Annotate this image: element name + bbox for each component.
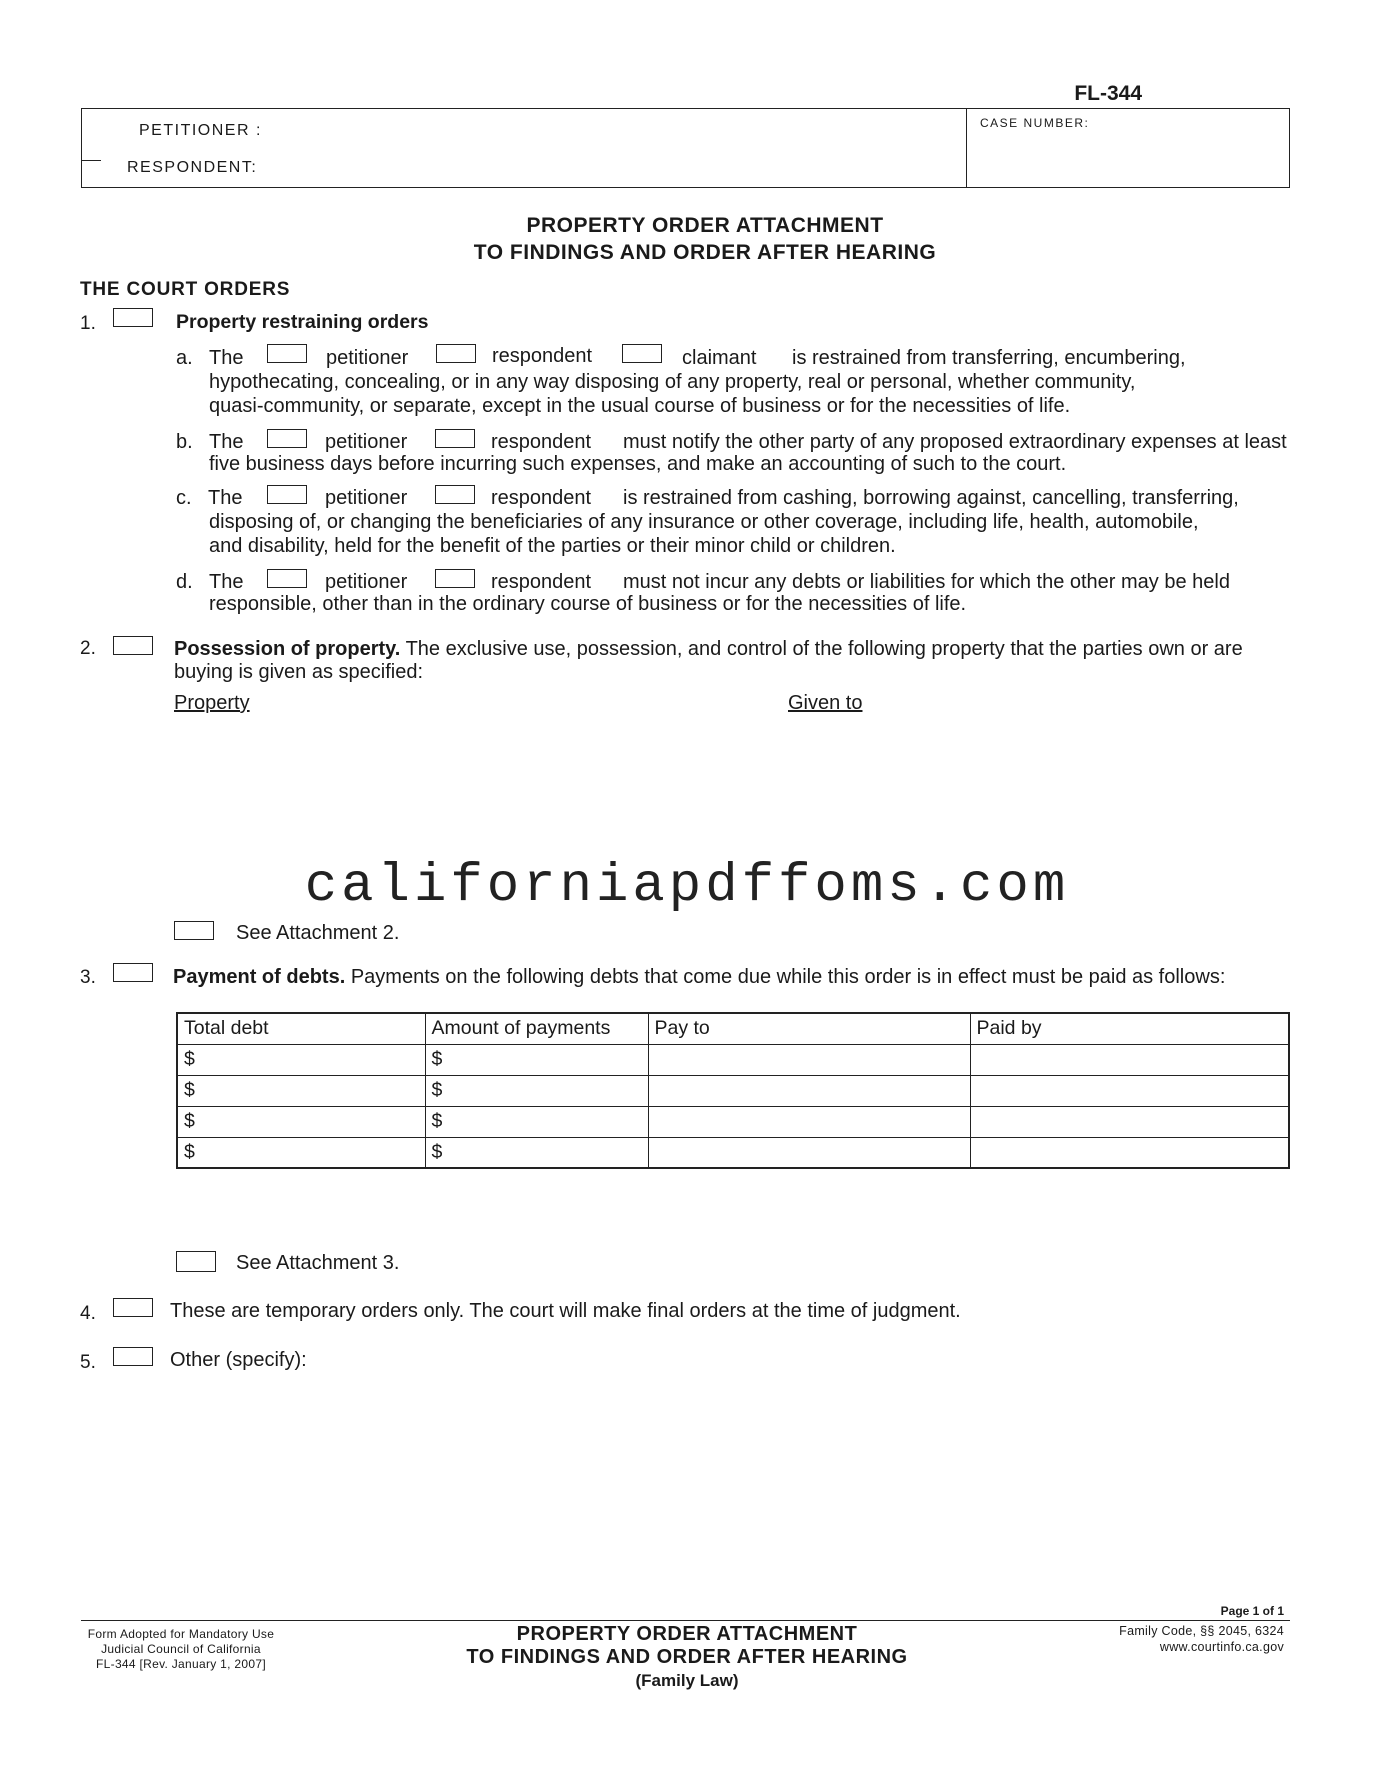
- item-1a-text-line-1: is restrained from transferring, encumbering,: [792, 347, 1186, 369]
- item-3-heading: Payment of debts.: [173, 966, 346, 988]
- item-1b-petitioner-label: petitioner: [325, 431, 408, 453]
- see-attachment-2-checkbox[interactable]: [174, 921, 214, 940]
- total-debt-cell[interactable]: $: [177, 1044, 425, 1075]
- amount-of-payments-cell[interactable]: $: [425, 1044, 648, 1075]
- item-1b-letter: b.: [176, 431, 193, 453]
- item-1d-respondent-label: respondent: [491, 571, 592, 593]
- item-1a-claimant-label: claimant: [682, 347, 757, 369]
- petitioner-label: PETITIONER :: [139, 122, 262, 139]
- pay-to-cell[interactable]: [648, 1075, 970, 1106]
- item-3-text: [173, 966, 1225, 989]
- column-header-amount-of-payments: Amount of payments: [425, 1013, 648, 1044]
- item-1b-respondent-checkbox[interactable]: [435, 429, 475, 448]
- column-header-pay-to: Pay to: [648, 1013, 970, 1044]
- item-1a-respondent-label: respondent: [492, 345, 593, 367]
- item-3-description: Payments on the following debts that come due while this order is in effect must be paid as follows:: [350, 966, 1226, 988]
- item-1d-text-line-1: must not incur any debts or liabilities for which the other may be held: [623, 571, 1230, 593]
- item-1d-respondent-checkbox[interactable]: [435, 569, 475, 588]
- item-3-checkbox[interactable]: [113, 963, 153, 982]
- item-1c-petitioner-checkbox[interactable]: [267, 485, 307, 504]
- item-1b-the: The: [209, 431, 244, 453]
- item-2-text-line-1: [174, 638, 1243, 661]
- item-1c-respondent-checkbox[interactable]: [435, 485, 475, 504]
- table-row: [177, 1044, 1289, 1075]
- item-4-text: These are temporary orders only. The court will make final orders at the time of judgment.: [170, 1300, 961, 1322]
- respondent-label: RESPONDENT:: [127, 159, 258, 176]
- item-1c-text-line-2: disposing of, or changing the beneficiaries of any insurance or other coverage, including life, health, automobile,: [209, 511, 1199, 533]
- paid-by-cell[interactable]: [970, 1044, 1289, 1075]
- paid-by-cell[interactable]: [970, 1075, 1289, 1106]
- footer-references: [1119, 1623, 1284, 1655]
- item-1b-respondent-label: respondent: [491, 431, 592, 453]
- item-5-checkbox[interactable]: [113, 1347, 153, 1366]
- item-1d-petitioner-label: petitioner: [325, 571, 408, 593]
- item-1c-the: The: [208, 487, 243, 509]
- footer-website-link[interactable]: www.courtinfo.ca.gov: [1159, 1640, 1284, 1654]
- given-to-column-header: Given to: [788, 692, 863, 714]
- pay-to-cell[interactable]: [648, 1137, 970, 1168]
- court-orders-heading: THE COURT ORDERS: [80, 279, 291, 300]
- property-column-header: Property: [174, 692, 250, 714]
- item-1c-text-line-1: is restrained from cashing, borrowing against, cancelling, transferring,: [623, 487, 1239, 509]
- column-header-paid-by: Paid by: [970, 1013, 1289, 1044]
- footer-title-line-3: (Family Law): [635, 1671, 739, 1690]
- form-title-line-1: PROPERTY ORDER ATTACHMENT: [526, 214, 884, 237]
- footer-title-line-1: PROPERTY ORDER ATTACHMENT: [516, 1623, 858, 1645]
- item-1-checkbox[interactable]: [113, 308, 153, 327]
- caption-tick-mark: [81, 160, 101, 161]
- item-1d-text-line-2: responsible, other than in the ordinary course of business or for the necessities of life.: [209, 593, 967, 615]
- item-4-number: 4.: [80, 1303, 96, 1324]
- page-number: Page 1 of 1: [1220, 1604, 1284, 1618]
- paid-by-cell[interactable]: [970, 1106, 1289, 1137]
- item-1d-petitioner-checkbox[interactable]: [267, 569, 307, 588]
- item-1d-the: The: [209, 571, 244, 593]
- see-attachment-3-checkbox[interactable]: [176, 1251, 216, 1272]
- amount-of-payments-cell[interactable]: $: [425, 1106, 648, 1137]
- amount-of-payments-cell[interactable]: $: [425, 1137, 648, 1168]
- item-2-number: 2.: [80, 638, 96, 659]
- item-2-checkbox[interactable]: [113, 636, 153, 655]
- see-attachment-3-label: See Attachment 3.: [236, 1252, 400, 1274]
- pay-to-cell[interactable]: [648, 1044, 970, 1075]
- item-1b-text-line-2: five business days before incurring such expenses, and make an accounting of such to the court.: [209, 453, 1067, 475]
- item-1a-the: The: [209, 347, 244, 369]
- item-1c-petitioner-label: petitioner: [325, 487, 408, 509]
- table-header-row: [177, 1013, 1289, 1044]
- case-number-label: CASE NUMBER:: [980, 116, 1090, 130]
- item-2-text-line-2: buying is given as specified:: [174, 661, 424, 683]
- see-attachment-2-label: See Attachment 2.: [236, 922, 400, 944]
- table-row: [177, 1137, 1289, 1168]
- item-2-text: The exclusive use, possession, and control of the following property that the parties own or are: [405, 638, 1243, 660]
- item-5-number: 5.: [80, 1352, 96, 1373]
- item-1c-respondent-label: respondent: [491, 487, 592, 509]
- footer-adopted-line: Form Adopted for Mandatory Use: [87, 1627, 275, 1641]
- item-1c-text-line-3: and disability, held for the benefit of the parties or their minor child or children.: [209, 535, 896, 557]
- table-row: [177, 1075, 1289, 1106]
- column-header-total-debt: Total debt: [177, 1013, 425, 1044]
- footer-council-line: Judicial Council of California: [101, 1642, 261, 1656]
- item-1a-petitioner-label: petitioner: [326, 347, 409, 369]
- amount-of-payments-cell[interactable]: $: [425, 1075, 648, 1106]
- pay-to-cell[interactable]: [648, 1106, 970, 1137]
- item-1a-text-line-2: hypothecating, concealing, or in any way disposing of any property, real or personal, whether community,: [209, 371, 1136, 393]
- total-debt-cell[interactable]: $: [177, 1075, 425, 1106]
- item-5-text: Other (specify):: [170, 1349, 307, 1371]
- item-2-heading: Possession of property.: [174, 638, 401, 660]
- item-1a-petitioner-checkbox[interactable]: [267, 344, 307, 363]
- item-1c-letter: c.: [176, 487, 192, 509]
- footer-family-code: Family Code, §§ 2045, 6324: [1119, 1624, 1284, 1638]
- caption-box: [81, 108, 1290, 188]
- total-debt-cell[interactable]: $: [177, 1106, 425, 1137]
- paid-by-cell[interactable]: [970, 1137, 1289, 1168]
- footer-title-line-2: TO FINDINGS AND ORDER AFTER HEARING: [466, 1646, 908, 1668]
- form-title-line-2: TO FINDINGS AND ORDER AFTER HEARING: [473, 241, 937, 264]
- footer-rule: [81, 1620, 1290, 1621]
- item-1a-text-line-3: quasi-community, or separate, except in the usual course of business or for the necessities of life.: [209, 395, 1071, 417]
- item-4-checkbox[interactable]: [113, 1298, 153, 1317]
- item-1a-respondent-checkbox[interactable]: [436, 344, 476, 363]
- table-row: [177, 1106, 1289, 1137]
- item-1b-text-line-1: must notify the other party of any proposed extraordinary expenses at least: [623, 431, 1287, 453]
- item-3-number: 3.: [80, 967, 96, 988]
- debt-payments-table: [176, 1012, 1290, 1169]
- total-debt-cell[interactable]: $: [177, 1137, 425, 1168]
- item-1a-claimant-checkbox[interactable]: [622, 344, 662, 363]
- form-number: FL-344: [1074, 82, 1142, 105]
- item-1-heading: Property restraining orders: [176, 311, 429, 333]
- watermark-text: californiapdffoms.com: [304, 856, 1070, 917]
- item-1b-petitioner-checkbox[interactable]: [267, 429, 307, 448]
- item-1-number: 1.: [80, 313, 96, 334]
- caption-divider: [966, 108, 967, 188]
- footer-revision-line: FL-344 [Rev. January 1, 2007]: [96, 1657, 266, 1671]
- item-1d-letter: d.: [176, 571, 193, 593]
- item-1a-letter: a.: [176, 347, 193, 369]
